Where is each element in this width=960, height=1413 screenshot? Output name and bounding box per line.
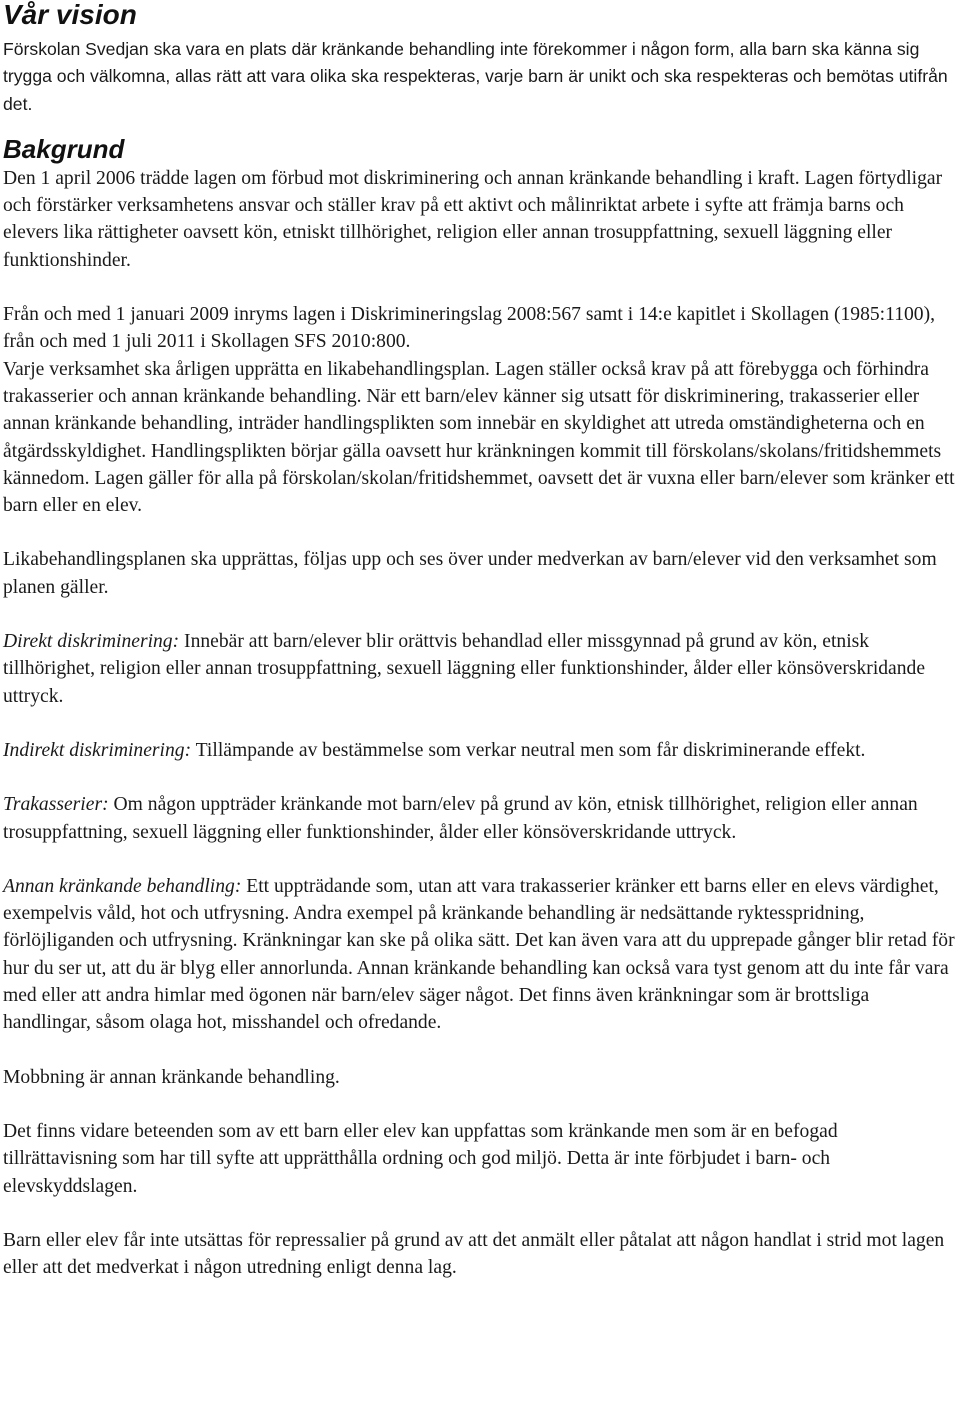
vision-text: Förskolan Svedjan ska vara en plats där kränkande behandling inte förekommer i någon form, alla barn ska känna sig trygga och välkomna, allas rätt att vara olika ska respekteras, varje barn är unikt och ska respekteras och bemötas utifrån det.	[3, 39, 948, 114]
background-heading: Bakgrund	[3, 133, 125, 164]
closing-paragraph-1: Mobbning är annan kränkande behandling.	[3, 1066, 340, 1088]
closing-paragraph-3: Barn eller elev får inte utsättas för repressalier på grund av att det anmält eller påtalat att någon handlat i strid mot lagen eller att det medverkat i någon utredning enligt denna lag.	[3, 1229, 945, 1279]
definition-other-offensive-treatment	[3, 873, 955, 1037]
closing-paragraph-2: Det finns vidare beteenden som av ett barn eller elev kan uppfattas som kränkande men som är en befogad tillrättavisning som har till syfte att upprätthålla ordning och god miljö. Detta är inte förbjudet i barn- och elevskyddslagen.	[3, 1120, 838, 1197]
definition-indirect-discrimination	[3, 737, 955, 764]
document-page	[3, 0, 955, 1281]
background-paragraph-1: Den 1 april 2006 trädde lagen om förbud mot diskriminering och annan kränkande behandling i kraft. Lagen förtydligar och förstärker verksamhetens ansvar och ställer krav på ett aktivt och målinriktat arbete i syfte att främja barns och elevers lika rättigheter oavsett kön, etniskt tillhörighet, religion eller annan trosuppfattning, sexuell läggning eller funktionshinder.	[3, 167, 943, 271]
definition-text: Tillämpande av bestämmelse som verkar neutral men som får diskriminerande effekt.	[191, 739, 866, 761]
definition-term: Indirekt diskriminering:	[3, 739, 192, 761]
definition-text: Innebär att barn/elever blir orättvis behandlad eller missgynnad på grund av kön, etnisk tillhörighet, religion eller annan trosuppfattning, sexuell läggning eller funktionshinder, ålder eller könsöverskridande uttryck.	[3, 631, 926, 707]
vision-heading: Vår vision	[3, 0, 137, 30]
definition-term: Annan kränkande behandling:	[3, 875, 242, 897]
definition-term: Trakasserier:	[3, 794, 109, 816]
definition-text: Ett uppträdande som, utan att vara trakasserier kränker ett barns eller en elevs värdighet, exempelvis våld, hot och utfrysning. Andra exempel på kränkande behandling är nedsättande ryktesspridning, förlöjliganden och utfrysning. Kränkningar kan ske på olika sätt. Det kan även vara att du upprepade gånger blir retad för hur du ser ut, att du är blyg eller annorlunda. Annan kränkande behandling kan också vara tyst genom att du inte får vara med eller att andra himlar med ögonen när barn/elev säger något. Det finns även kränkningar som är brottsliga handlingar, såsom olaga hot, misshandel och ofredande.	[3, 875, 955, 1034]
background-paragraph-2: Från och med 1 januari 2009 inryms lagen i Diskrimineringslag 2008:567 samt i 14:e kapitlet i Skollagen (1985:1100), från och med 1 juli 2011 i Skollagen SFS 2010:800.	[3, 304, 936, 353]
definition-term: Direkt diskriminering:	[3, 631, 180, 653]
definition-direct-discrimination	[3, 628, 955, 710]
definition-harassment	[3, 791, 955, 846]
background-paragraph-4: Likabehandlingsplanen ska upprättas, följas upp och ses över under medverkan av barn/elever vid den verksamhet som planen gäller.	[3, 549, 937, 598]
background-paragraph-3: Varje verksamhet ska årligen upprätta en likabehandlingsplan. Lagen ställer också krav på att förebygga och förhindra trakasserier och annan kränkande behandling. När ett barn/elev känner sig utsatt för diskriminering, trakasserier eller annan kränkande behandling, inträder handlingsplikten som innebär en skyldighet att utreda omständigheterna och en åtgärdsskyldighet. Handlingsplikten börjar gälla oavsett hur kränkningen kommit till förskolans/skolans/fritidshemmets kännedom. Lagen gäller för alla på förskolan/skolan/fritidshemmet, oavsett det är vuxna eller barn/elever som kränker ett barn eller en elev.	[3, 358, 955, 517]
definition-text: Om någon uppträder kränkande mot barn/elev på grund av kön, etnisk tillhörighet, religion eller annan trosuppfattning, sexuell läggning eller funktionshinder, ålder eller könsöverskridande uttryck.	[3, 794, 918, 843]
